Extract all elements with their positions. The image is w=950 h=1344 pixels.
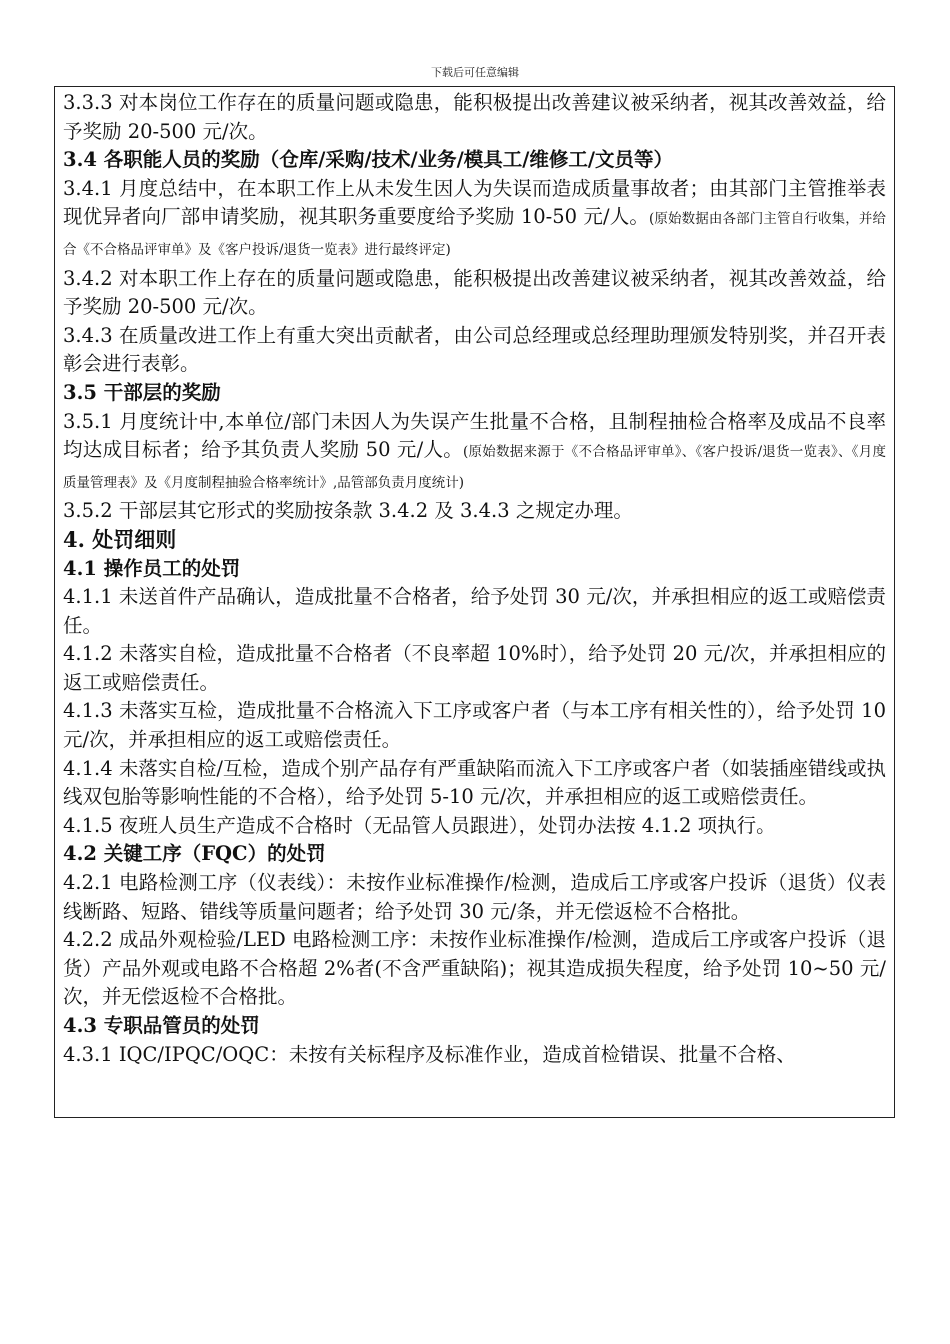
clause-4-1-4: 4.1.4 未落实自检/互检，造成个别产品存有严重缺陷而流入下工序或客户者（如装插座错线或执线双包胎等影响性能的不合格），给予处罚 5-10 元/次，并承担相应的返工或赔偿责任。 [63,756,886,809]
section-4-title: 4. 处罚细则 [63,526,177,552]
header-note: 下载后可任意编辑 [431,66,519,79]
clause-4-1-3: 4.1.3 未落实互检，造成批量不合格流入下工序或客户者（与本工序有相关性的），给予处罚 10 元/次，并承担相应的返工或赔偿责任。 [63,699,886,752]
heading-4-2: 4.2 关键工序（FQC）的处罚 [63,842,326,866]
document-frame [54,86,895,1118]
clause-4-3-1: 4.3.1 IQC/IPQC/OQC：未按有关标程序及标准作业，造成首检错误、批量不合格、 [63,1042,796,1066]
clause-4-1-2: 4.1.2 未落实自检，造成批量不合格者（不良率超 10%时），给予处罚 20 元/次，并承担相应的返工或赔偿责任。 [63,642,886,694]
clause-3-4-1-text: 3.4.1 月度总结中，在本职工作上从未发生因人为失误而造成质量事故者；由其部门主管推举表现优异者向厂部申请奖励，视其职务重要度给予奖励 10-50 元/人。 [63,176,886,229]
heading-3-5: 3.5 干部层的奖励 [63,380,221,404]
clause-3-3-3: 3.3.3 对本岗位工作存在的质量问题或隐患，能积极提出改善建议被采纳者，视其改善效益，给予奖励 20-500 元/次。 [63,91,886,143]
heading-4-3: 4.3 专职品管员的处罚 [63,1014,260,1037]
clause-3-5-1-text: 3.5.1 月度统计中,本单位/部门未因人为失误产生批量不合格，且制程抽检合格率及成品不良率均达成目标者；给予其负责人奖励 50 元/人。 [63,409,886,462]
clause-3-4-2: 3.4.2 对本职工作上存在的质量问题或隐患，能积极提出改善建议被采纳者，视其改善效益，给予奖励 20-500 元/次。 [63,266,886,319]
clause-3-5-2: 3.5.2 干部层其它形式的奖励按条款 3.4.2 及 3.4.3 之规定办理。 [63,499,633,523]
clause-4-1-1: 4.1.1 未送首件产品确认，造成批量不合格者，给予处罚 30 元/次，并承担相应的返工或赔偿责任。 [63,585,886,637]
clause-3-4-1 [63,175,886,265]
clause-3-5-1-note: (原始数据来源于《不合格品评审单》、《客户投诉/退货一览表》、《月度质量管理表》及《月度制程抽验合格率统计》,品管部负责月度统计) [63,444,886,491]
heading-3-4: 3.4 各职能人员的奖励（仓库/采购/技术/业务/模具工/维修工/文员等） [63,148,673,172]
clause-3-5-1 [63,408,886,498]
clause-4-2-2: 4.2.2 成品外观检验/LED 电路检测工序：未按作业标准操作/检测，造成后工序或客户投诉（退货）产品外观或电路不合格超 2%者(不含严重缺陷)；视其造成损失程度，给予处罚 10~50 元/次，并无偿返检不合格批。 [63,928,886,1009]
clause-4-1-5: 4.1.5 夜班人员生产造成不合格时（无品管人员跟进），处罚办法按 4.1.2 项执行。 [63,813,776,837]
document-body [63,89,886,1069]
clause-3-4-3: 3.4.3 在质量改进工作上有重大突出贡献者，由公司总经理或总经理助理颁发特别奖，并召开表彰会进行表彰。 [63,323,886,376]
clause-4-2-1: 4.2.1 电路检测工序（仪表线）：未按作业标准操作/检测，造成后工序或客户投诉（退货）仪表线断路、短路、错线等质量问题者；给予处罚 30 元/条，并无偿返检不合格批。 [63,871,886,923]
clause-3-4-1-note: (原始数据由各部门主管自行收集，并给合《不合格品评审单》及《客户投诉/退货一览表》进行最终评定) [63,211,886,258]
heading-4-1: 4.1 操作员工的处罚 [63,556,241,580]
